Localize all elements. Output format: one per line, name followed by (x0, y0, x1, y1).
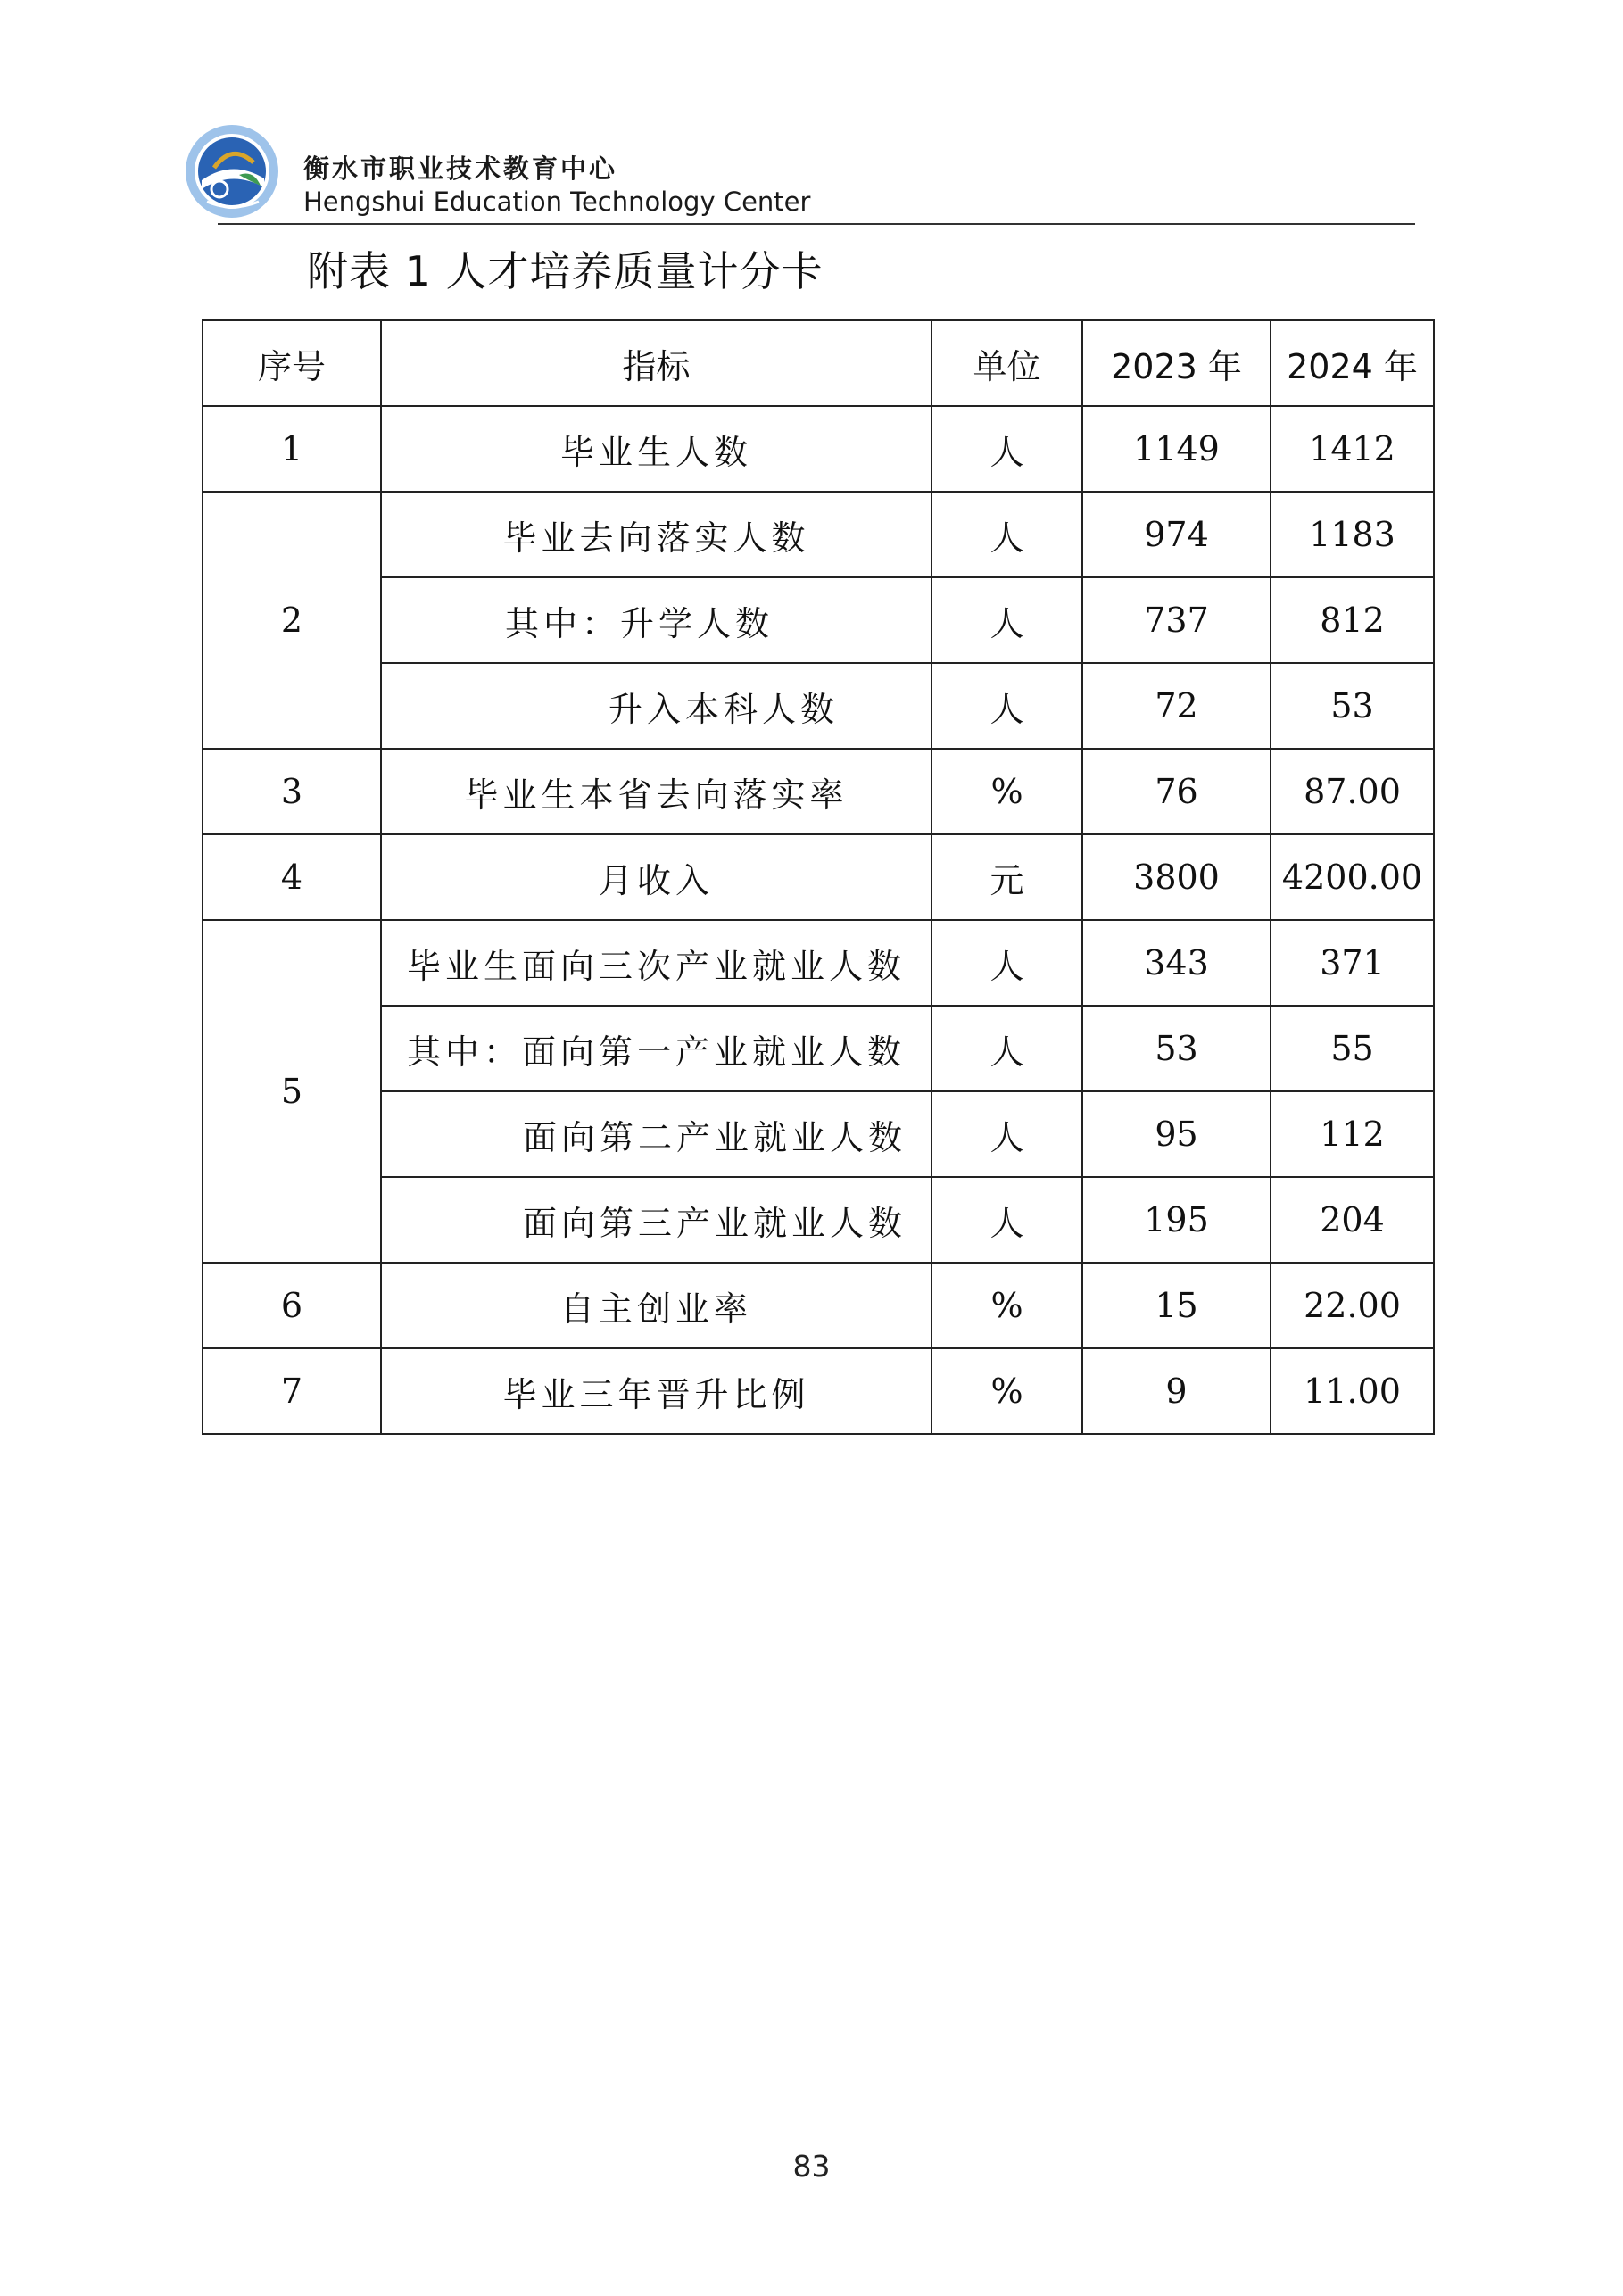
serial-cell: 4 (203, 834, 381, 920)
indicator-cell: 面向第三产业就业人数 (381, 1177, 932, 1263)
page-title: 附表 1 人才培养质量计分卡 (307, 247, 824, 295)
value-2024-cell: 1183 (1271, 492, 1434, 577)
indicator-cell: 面向第二产业就业人数 (381, 1091, 932, 1177)
unit-cell: 人 (932, 663, 1082, 749)
unit-cell: 人 (932, 406, 1082, 492)
value-2023-cell: 15 (1082, 1263, 1271, 1348)
serial-cell: 5 (203, 920, 381, 1263)
value-2023-cell: 95 (1082, 1091, 1271, 1177)
indicator-cell: 其中：面向第一产业就业人数 (381, 1006, 932, 1091)
value-2024-cell: 55 (1271, 1006, 1434, 1091)
table-row (203, 577, 1434, 663)
unit-cell: 人 (932, 492, 1082, 577)
indicator-cell: 毕业生面向三次产业就业人数 (381, 920, 932, 1006)
value-2024-cell: 11.00 (1271, 1348, 1434, 1434)
indicator-cell: 毕业三年晋升比例 (381, 1348, 932, 1434)
table-row (203, 920, 1434, 1006)
value-2024-cell: 87.00 (1271, 749, 1434, 834)
table-row (203, 834, 1434, 920)
org-name-cn: 衡水市职业技术教育中心 (303, 153, 618, 184)
page-header (184, 123, 1415, 228)
table-row (203, 1006, 1434, 1091)
unit-cell: 人 (932, 1091, 1082, 1177)
value-2024-cell: 4200.00 (1271, 834, 1434, 920)
indicator-cell: 毕业生人数 (381, 406, 932, 492)
table-row (203, 663, 1434, 749)
unit-cell: 人 (932, 1006, 1082, 1091)
indicator-cell: 毕业去向落实人数 (381, 492, 932, 577)
value-2024-cell: 371 (1271, 920, 1434, 1006)
header-serial: 序号 (203, 320, 381, 406)
header-year-2023: 2023 年 (1082, 320, 1271, 406)
value-2024-cell: 204 (1271, 1177, 1434, 1263)
school-emblem-icon (184, 123, 280, 220)
talent-quality-scorecard-table (202, 319, 1435, 1435)
value-2023-cell: 72 (1082, 663, 1271, 749)
value-2024-cell: 112 (1271, 1091, 1434, 1177)
unit-cell: 人 (932, 577, 1082, 663)
table-row (203, 1091, 1434, 1177)
unit-cell: % (932, 749, 1082, 834)
table-row (203, 1348, 1434, 1434)
header-divider (218, 223, 1415, 225)
header-indicator: 指标 (381, 320, 932, 406)
page-number: 83 (792, 2149, 831, 2184)
table-row (203, 406, 1434, 492)
indicator-cell: 月收入 (381, 834, 932, 920)
value-2023-cell: 195 (1082, 1177, 1271, 1263)
serial-cell: 3 (203, 749, 381, 834)
table-header-row (203, 320, 1434, 406)
value-2024-cell: 812 (1271, 577, 1434, 663)
table-row (203, 1263, 1434, 1348)
value-2023-cell: 3800 (1082, 834, 1271, 920)
serial-cell: 1 (203, 406, 381, 492)
value-2024-cell: 22.00 (1271, 1263, 1434, 1348)
value-2023-cell: 1149 (1082, 406, 1271, 492)
value-2023-cell: 76 (1082, 749, 1271, 834)
unit-cell: % (932, 1348, 1082, 1434)
unit-cell: % (932, 1263, 1082, 1348)
value-2023-cell: 9 (1082, 1348, 1271, 1434)
serial-cell: 2 (203, 492, 381, 749)
indicator-cell: 其中：升学人数 (381, 577, 932, 663)
indicator-cell: 升入本科人数 (381, 663, 932, 749)
table-row (203, 749, 1434, 834)
value-2023-cell: 53 (1082, 1006, 1271, 1091)
unit-cell: 元 (932, 834, 1082, 920)
value-2023-cell: 343 (1082, 920, 1271, 1006)
value-2023-cell: 737 (1082, 577, 1271, 663)
value-2023-cell: 974 (1082, 492, 1271, 577)
header-year-2024: 2024 年 (1271, 320, 1434, 406)
serial-cell: 6 (203, 1263, 381, 1348)
unit-cell: 人 (932, 920, 1082, 1006)
value-2024-cell: 53 (1271, 663, 1434, 749)
indicator-cell: 自主创业率 (381, 1263, 932, 1348)
value-2024-cell: 1412 (1271, 406, 1434, 492)
indicator-cell: 毕业生本省去向落实率 (381, 749, 932, 834)
header-unit: 单位 (932, 320, 1082, 406)
table-row (203, 492, 1434, 577)
org-name-en: Hengshui Education Technology Center (303, 186, 811, 217)
serial-cell: 7 (203, 1348, 381, 1434)
unit-cell: 人 (932, 1177, 1082, 1263)
table-row (203, 1177, 1434, 1263)
